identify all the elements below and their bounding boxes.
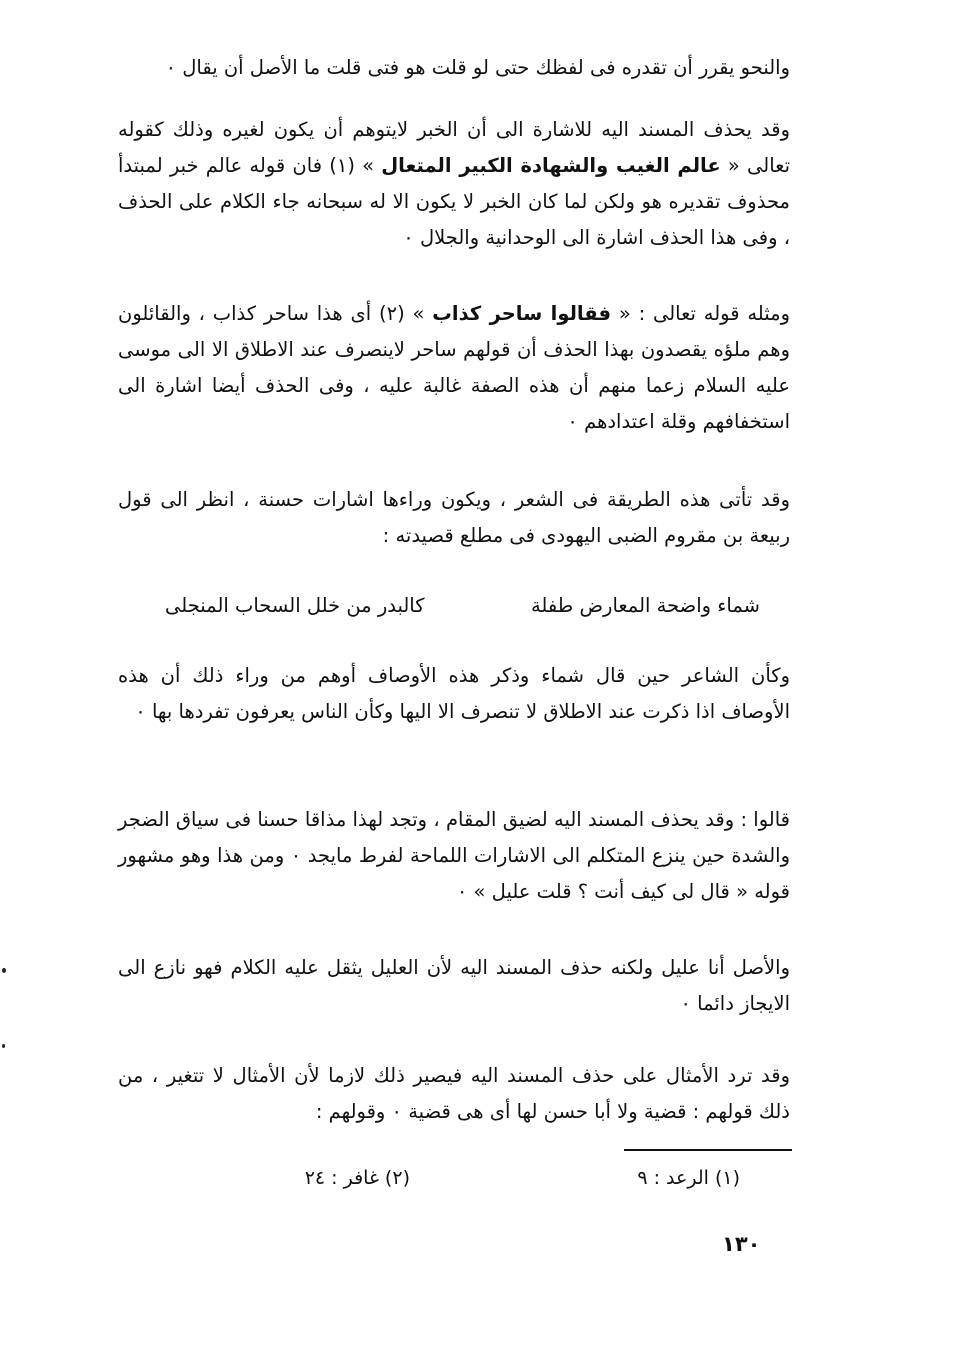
- paragraph-text: والأصل أنا عليل ولكنه حذف المسند اليه لأن العليل يثقل عليه الكلام فهو نازع الى الايجاز دائما ٠: [118, 956, 790, 1015]
- poem-second-hemistich: كالبدر من خلل السحاب المنجلى: [165, 594, 425, 617]
- paragraph: [118, 950, 790, 1022]
- quran-quote: عالم الغيب والشهادة الكبير المتعال: [381, 154, 721, 177]
- paragraph-text: ومثله قوله تعالى : «: [611, 302, 791, 325]
- footnote-1: (١) الرعد : ٩: [637, 1167, 740, 1189]
- paragraph-text: » (٢) أى هذا ساحر كذاب ، والقائلون وهم ملؤه يقصدون بهذا الحذف أن قولهم ساحر لاينصرف عند الاطلاق الا الى موسى عليه السلام زعما منهم أن هذه الصفة غالبة عليه ، وفى الحذف أيضا اشارة الى استخفافهم وقلة اعتدادهم ٠: [118, 302, 790, 433]
- scan-speck: [2, 968, 6, 973]
- footnotes: [250, 1160, 750, 1196]
- paragraph: [118, 802, 790, 910]
- poem-first-hemistich: شماء واضحة المعارض طفلة: [530, 594, 760, 617]
- paragraph-text: وقد تأتى هذه الطريقة فى الشعر ، ويكون وراءها اشارات حسنة ، انظر الى قول ربيعة بن مقروم الضبى اليهودى فى مطلع قصيدته :: [118, 488, 790, 547]
- paragraph: [118, 482, 790, 554]
- paragraph: [118, 1058, 790, 1130]
- paragraph: [118, 112, 790, 256]
- scan-speck: [2, 1044, 5, 1048]
- paragraph: [118, 296, 790, 440]
- footnote-divider: [624, 1149, 792, 1151]
- paragraph-text: وقد يحذف المسند اليه للاشارة الى أن الخبر لايتوهم أن يكون لغيره وذلك كقوله تعالى «: [118, 118, 790, 177]
- footnote-2: (٢) غافر : ٢٤: [304, 1167, 410, 1189]
- quran-quote: فقالوا ساحر كذاب: [432, 302, 612, 325]
- paragraph: [118, 658, 790, 730]
- poem-verse: [150, 588, 760, 624]
- paragraph-text: قالوا : وقد يحذف المسند اليه لضيق المقام ، وتجد لهذا مذاقا حسنا فى سياق الضجر والشدة حين ينزع المتكلم الى الاشارات اللماحة لفرط مايجد ٠ ومن هذا وهو مشهور قوله « قال لى كيف أنت ؟ قلت عليل » ٠: [118, 808, 791, 903]
- paragraph-text: وقد ترد الأمثال على حذف المسند اليه فيصير ذلك لازما لأن الأمثال لا تتغير ، من ذلك قولهم : قضية ولا أبا حسن لها أى هى قضية ٠ وقولهم :: [118, 1064, 790, 1123]
- paragraph-text: وكأن الشاعر حين قال شماء وذكر هذه الأوصاف أوهم من وراء ذلك أن هذه الأوصاف اذا ذكرت عند الاطلاق لا تنصرف الا اليها وكأن الناس يعرفون تفردها بها ٠: [118, 664, 790, 723]
- paragraph-text: والنحو يقرر أن تقدره فى لفظك حتى لو قلت هو فتى قلت ما الأصل أن يقال ٠: [165, 56, 790, 79]
- page-number: ١٣٠: [722, 1232, 761, 1256]
- paragraph-text: » (١) فان قوله عالم خبر لمبتدأ محذوف تقديره هو ولكن لما كان الخبر لا يكون الا له سبحانه جاء الكلام على الحذف ، وفى هذا الحذف اشارة الى الوحدانية والجلال ٠: [118, 154, 790, 249]
- paragraph: [118, 50, 790, 86]
